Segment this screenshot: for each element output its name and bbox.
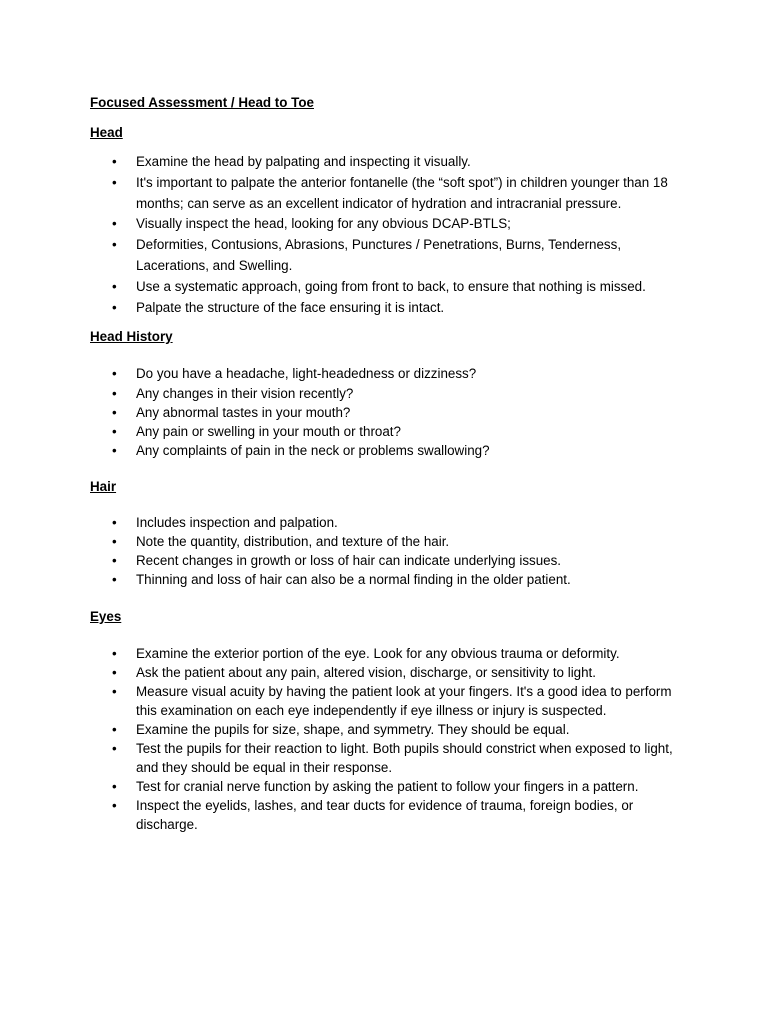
list-item: • Visually inspect the head, looking for any obvious DCAP-BTLS; — [90, 214, 690, 235]
list-item: • Recent changes in growth or loss of hair can indicate underlying issues. — [90, 552, 690, 571]
list-item: • Thinning and loss of hair can also be a normal finding in the older patient. — [90, 571, 690, 590]
list-item: • Measure visual acuity by having the patient look at your fingers. It's a good idea to perform this examination on each eye independently if eye illness or injury is suspected. — [90, 682, 690, 720]
list-item: • Examine the head by palpating and inspecting it visually. — [90, 152, 690, 173]
list-item: • It's important to palpate the anterior fontanelle (the “soft spot”) in children younger than 18 months; can serve as an excellent indicator of hydration and intracranial pressure. — [90, 173, 690, 215]
section-hair — [90, 478, 690, 589]
section-head-history — [90, 328, 690, 460]
list-item: • Ask the patient about any pain, altered vision, discharge, or sensitivity to light. — [90, 663, 690, 682]
list-item: • Any pain or swelling in your mouth or throat? — [90, 422, 690, 441]
section-heading-head-history: Head History — [90, 329, 173, 345]
list-item: • Any abnormal tastes in your mouth? — [90, 403, 690, 422]
hair-bullet-list — [90, 514, 690, 589]
list-item: • Test for cranial nerve function by asking the patient to follow your fingers in a pattern. — [90, 777, 690, 796]
eyes-bullet-list — [90, 644, 690, 835]
list-item: • Deformities, Contusions, Abrasions, Punctures / Penetrations, Burns, Tenderness, Lacerations, and Swelling. — [90, 235, 690, 277]
section-heading-head: Head — [90, 125, 123, 140]
list-item: • Inspect the eyelids, lashes, and tear ducts for evidence of trauma, foreign bodies, or discharge. — [90, 796, 690, 834]
section-eyes — [90, 608, 690, 835]
list-item: • Examine the pupils for size, shape, and symmetry. They should be equal. — [90, 720, 690, 739]
list-item: • Palpate the structure of the face ensuring it is intact. — [90, 298, 690, 319]
list-item: • Test the pupils for their reaction to light. Both pupils should constrict when exposed to light, and they should be equal in their response. — [90, 739, 690, 777]
head-bullet-list — [90, 152, 690, 318]
section-head — [90, 124, 690, 318]
list-item: • Note the quantity, distribution, and texture of the hair. — [90, 533, 690, 552]
list-item: • Use a systematic approach, going from front to back, to ensure that nothing is missed. — [90, 277, 690, 298]
list-item: • Do you have a headache, light-headedness or dizziness? — [90, 364, 690, 383]
document-title: Focused Assessment / Head to Toe — [90, 95, 314, 110]
list-item: • Any changes in their vision recently? — [90, 384, 690, 403]
section-heading-eyes: Eyes — [90, 608, 122, 624]
section-heading-hair: Hair — [90, 479, 117, 495]
head-history-bullet-list — [90, 364, 690, 460]
list-item: • Includes inspection and palpation. — [90, 514, 690, 533]
list-item: • Examine the exterior portion of the eye. Look for any obvious trauma or deformity. — [90, 644, 690, 663]
document-body — [90, 94, 690, 835]
list-item: • Any complaints of pain in the neck or problems swallowing? — [90, 441, 690, 460]
